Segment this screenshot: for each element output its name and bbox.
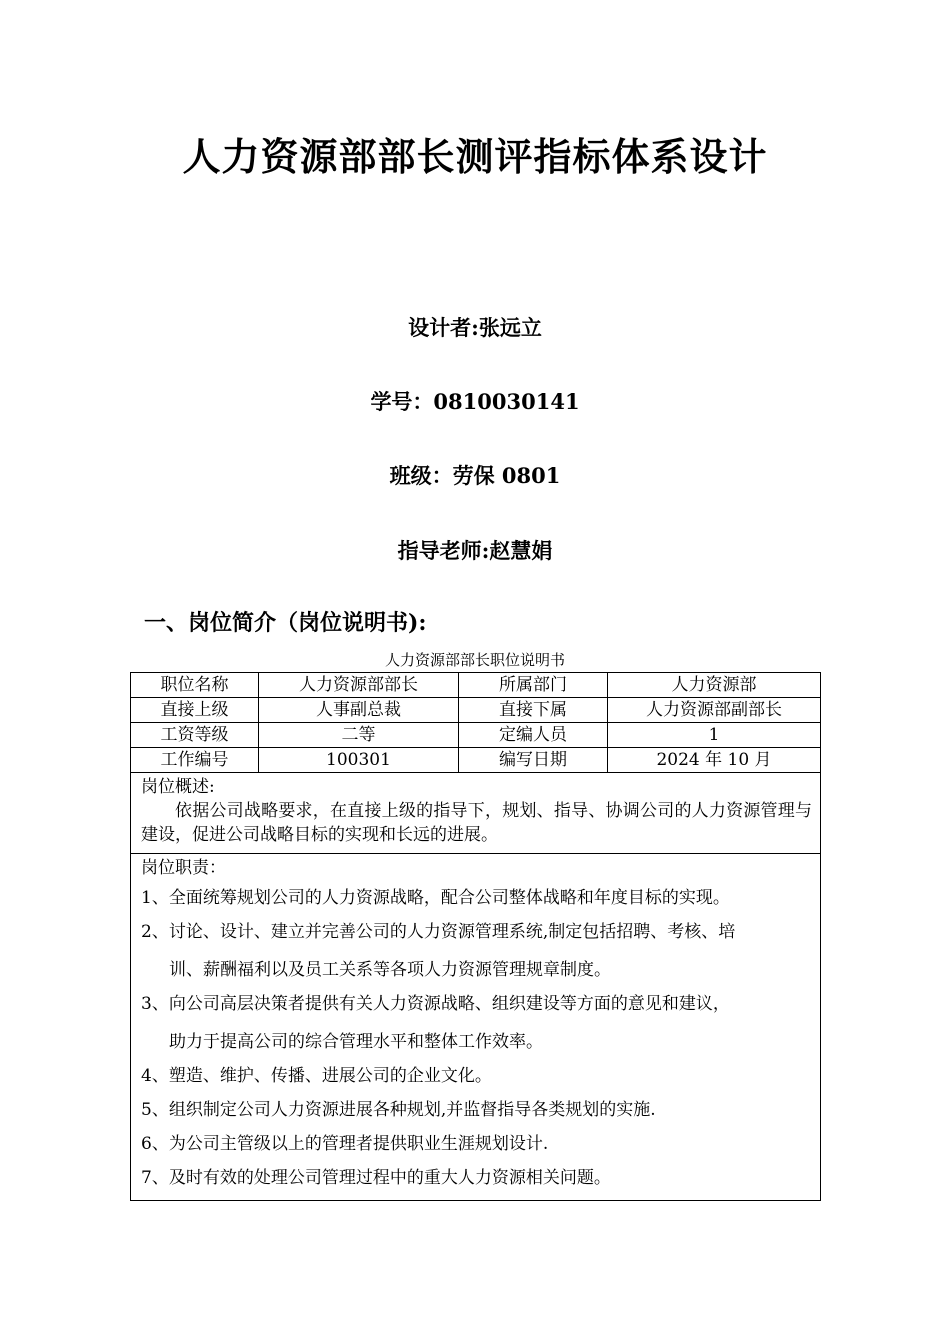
duty-text-continued: 助力于提高公司的综合管理水平和整体工作效率。 bbox=[169, 1032, 543, 1052]
class-line: 班级：劳保 0801 bbox=[389, 463, 561, 488]
field-value: 100301 bbox=[259, 748, 459, 773]
field-label: 所属部门 bbox=[459, 673, 608, 698]
advisor-line: 指导老师:赵慧娟 bbox=[397, 538, 553, 563]
table-row bbox=[131, 698, 821, 723]
student-id-line: 学号：0810030141 bbox=[370, 389, 580, 414]
field-label: 直接下属 bbox=[459, 698, 608, 723]
field-value: 二等 bbox=[259, 723, 459, 748]
duty-text: 6、为公司主管级以上的管理者提供职业生涯规划设计. bbox=[141, 1134, 549, 1154]
duty-item bbox=[141, 1092, 812, 1126]
duty-item bbox=[141, 1160, 812, 1194]
duties-label: 岗位职责： bbox=[141, 858, 226, 878]
section-heading: 一、岗位简介（岗位说明书): bbox=[144, 610, 427, 636]
overview-row bbox=[131, 773, 821, 854]
duty-text-continued: 训、薪酬福利以及员工关系等各项人力资源管理规章制度。 bbox=[169, 960, 611, 980]
overview-cell bbox=[131, 773, 821, 854]
field-label: 编写日期 bbox=[459, 748, 608, 773]
field-label: 直接上级 bbox=[131, 698, 259, 723]
table-row bbox=[131, 723, 821, 748]
field-label: 职位名称 bbox=[131, 673, 259, 698]
field-value: 人事副总裁 bbox=[259, 698, 459, 723]
field-value: 人力资源部副部长 bbox=[608, 698, 821, 723]
job-description-table bbox=[130, 672, 821, 1201]
duty-item bbox=[141, 914, 812, 986]
field-label: 工作编号 bbox=[131, 748, 259, 773]
duty-item bbox=[141, 1126, 812, 1160]
table-row bbox=[131, 673, 821, 698]
duty-item bbox=[141, 880, 812, 914]
duties-row bbox=[131, 854, 821, 1201]
field-value: 2024 年 10 月 bbox=[608, 748, 821, 773]
table-row bbox=[131, 748, 821, 773]
duty-text: 4、塑造、维护、传播、进展公司的企业文化。 bbox=[141, 1066, 492, 1086]
duty-text: 5、组织制定公司人力资源进展各种规划,并监督指导各类规划的实施. bbox=[141, 1100, 656, 1120]
field-value: 1 bbox=[608, 723, 821, 748]
overview-label: 岗位概述: bbox=[141, 777, 215, 797]
duty-text: 1、全面统筹规划公司的人力资源战略，配合公司整体战略和年度目标的实现。 bbox=[141, 888, 730, 908]
field-value: 人力资源部部长 bbox=[259, 673, 459, 698]
duty-text: 3、向公司高层决策者提供有关人力资源战略、组织建设等方面的意见和建议， bbox=[141, 994, 730, 1014]
duty-item bbox=[141, 986, 812, 1058]
table-caption: 人力资源部部长职位说明书 bbox=[384, 651, 565, 669]
duty-text: 7、及时有效的处理公司管理过程中的重大人力资源相关问题。 bbox=[141, 1168, 611, 1188]
designer-line: 设计者:张远立 bbox=[408, 315, 542, 340]
document-title: 人力资源部部长测评指标体系设计 bbox=[182, 134, 768, 179]
field-label: 工资等级 bbox=[131, 723, 259, 748]
field-label: 定编人员 bbox=[459, 723, 608, 748]
field-value: 人力资源部 bbox=[608, 673, 821, 698]
duties-cell bbox=[131, 854, 821, 1201]
duty-item bbox=[141, 1058, 812, 1092]
duty-text: 2、讨论、设计、建立并完善公司的人力资源管理系统,制定包括招聘、考核、培 bbox=[141, 922, 736, 942]
overview-text: 依据公司战略要求，在直接上级的指导下，规划、指导、协调公司的人力资源管理与建设，促进公司战略目标的实现和长远的进展。 bbox=[141, 801, 812, 845]
